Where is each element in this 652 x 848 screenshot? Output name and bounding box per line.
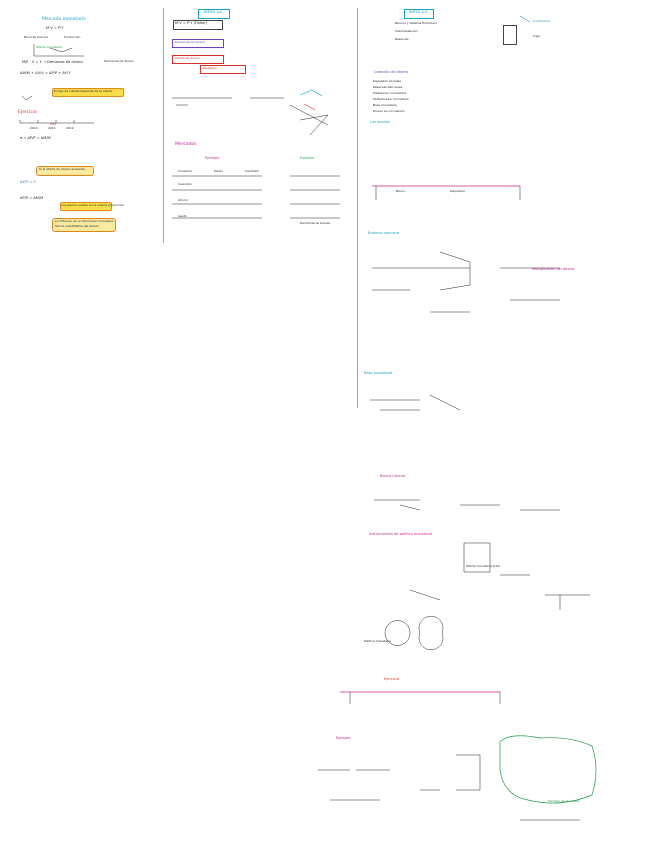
col3-green-note: Ejemplo de la cuenta bbox=[548, 799, 580, 803]
col1-eq6: ΔP/P = ΔM/M bbox=[20, 196, 44, 200]
col3-sec1: Creación de dinero bbox=[374, 70, 408, 74]
col1-note-production: Producción bbox=[64, 35, 81, 39]
col2-box3-text: Equilibrio bbox=[203, 66, 218, 70]
col3-intro1: Bancos y sistema financiero bbox=[395, 21, 438, 25]
col1-title: Mercado monetario bbox=[42, 17, 86, 22]
col1-year2: 2012 bbox=[66, 126, 74, 130]
col2-title: Tema 12 bbox=[203, 10, 223, 15]
col3-list0: Depósitos iniciales bbox=[373, 79, 401, 83]
col1-year0: 2010 bbox=[30, 126, 38, 130]
col1-eq4: π = ΔP/P = ΔM/M bbox=[20, 136, 51, 140]
col1-highlight3-text: Los precios suben en la misma proporción bbox=[61, 203, 125, 207]
col3-sec5: Base monetaria bbox=[364, 371, 393, 375]
col1-section2: Ejercicio bbox=[18, 110, 37, 115]
col2-box2-text: Oferta de dinero bbox=[175, 56, 200, 60]
col3-intro3: Reservas bbox=[395, 37, 409, 41]
col2-footer: Demanda de bienes bbox=[300, 221, 331, 225]
col3-timeline-right: Depósitos bbox=[450, 189, 465, 193]
col1-highlight2-text: Si la oferta de dinero aumenta bbox=[39, 167, 85, 171]
col3-list5: Dinero en circulación bbox=[373, 109, 405, 113]
col2-sec4: Ejemplo bbox=[205, 156, 220, 160]
col1-highlight1-text: El tipo de interés depende de la oferta bbox=[54, 89, 112, 93]
col1-eq5: ΔY/Y = 0 bbox=[20, 180, 36, 184]
col2-row0: Consumo bbox=[178, 169, 193, 173]
col3-bottom-title: Ejercicio bbox=[384, 677, 400, 681]
col2-row1: Inversión bbox=[178, 182, 192, 186]
col2-sec3: Función bbox=[300, 156, 314, 160]
col2-row2: Ahorro bbox=[178, 198, 188, 202]
col3-sec7: Instrumentos de política monetaria bbox=[369, 532, 433, 536]
col3-timeline-left: Banco bbox=[396, 189, 406, 193]
col3-list1: Reservas bancarias bbox=[373, 85, 403, 89]
col3-intro2: Intermediación bbox=[395, 29, 418, 33]
col2-subtitle: M·V = P·Y (Fisher) bbox=[175, 21, 208, 25]
col3-cloud-label: Política monetaria bbox=[364, 639, 392, 643]
col3-side-label: Coeficiente bbox=[533, 19, 550, 23]
col2-row3: Gasto bbox=[178, 214, 187, 218]
col3-side-label2: Caja bbox=[533, 34, 540, 38]
col3-list3: Multiplicador monetario bbox=[373, 97, 409, 101]
col2-label-left: Precio bbox=[214, 169, 224, 173]
col1-eq3: ΔM/M + ΔV/V = ΔP/P + ΔY/Y bbox=[20, 71, 71, 75]
col3-sec2: Los bancos bbox=[370, 120, 390, 124]
col1-bottom-box-text: La inflación es un fenómeno monetario bbox=[55, 219, 114, 223]
col1-note-prices: Nivel de precios bbox=[24, 35, 48, 39]
col3-sec3: Balance bancario bbox=[368, 231, 400, 235]
col3-sec8: Ejemplo bbox=[336, 736, 351, 740]
col1-eq2: M/P · V = Y → Demanda de dinero bbox=[22, 60, 83, 64]
col1-year1: 2011 bbox=[48, 126, 56, 130]
col1-dem-label: Demanda de dinero bbox=[104, 59, 134, 63]
col1-eq1: M·V = P·Y bbox=[46, 26, 64, 30]
col1-bottom-box-text2: Teoría cuantitativa del dinero bbox=[55, 224, 99, 228]
col3-final-label: Oferta monetaria total bbox=[466, 564, 500, 568]
col3-sec4: Multiplicador del dinero bbox=[532, 267, 575, 271]
col3-list4: Base monetaria bbox=[373, 103, 397, 107]
col3-sec6: Banco Central bbox=[380, 474, 406, 478]
col2-sec2: Mercados bbox=[175, 142, 197, 147]
col3-list2: Préstamos concedidos bbox=[373, 91, 407, 95]
col3-title: Tema 13 bbox=[408, 10, 428, 15]
col2-label-right: Cantidad bbox=[245, 169, 259, 173]
col1-curve-label: Oferta monetaria bbox=[36, 45, 62, 49]
col2-box1-text: Demanda de dinero bbox=[175, 40, 205, 44]
